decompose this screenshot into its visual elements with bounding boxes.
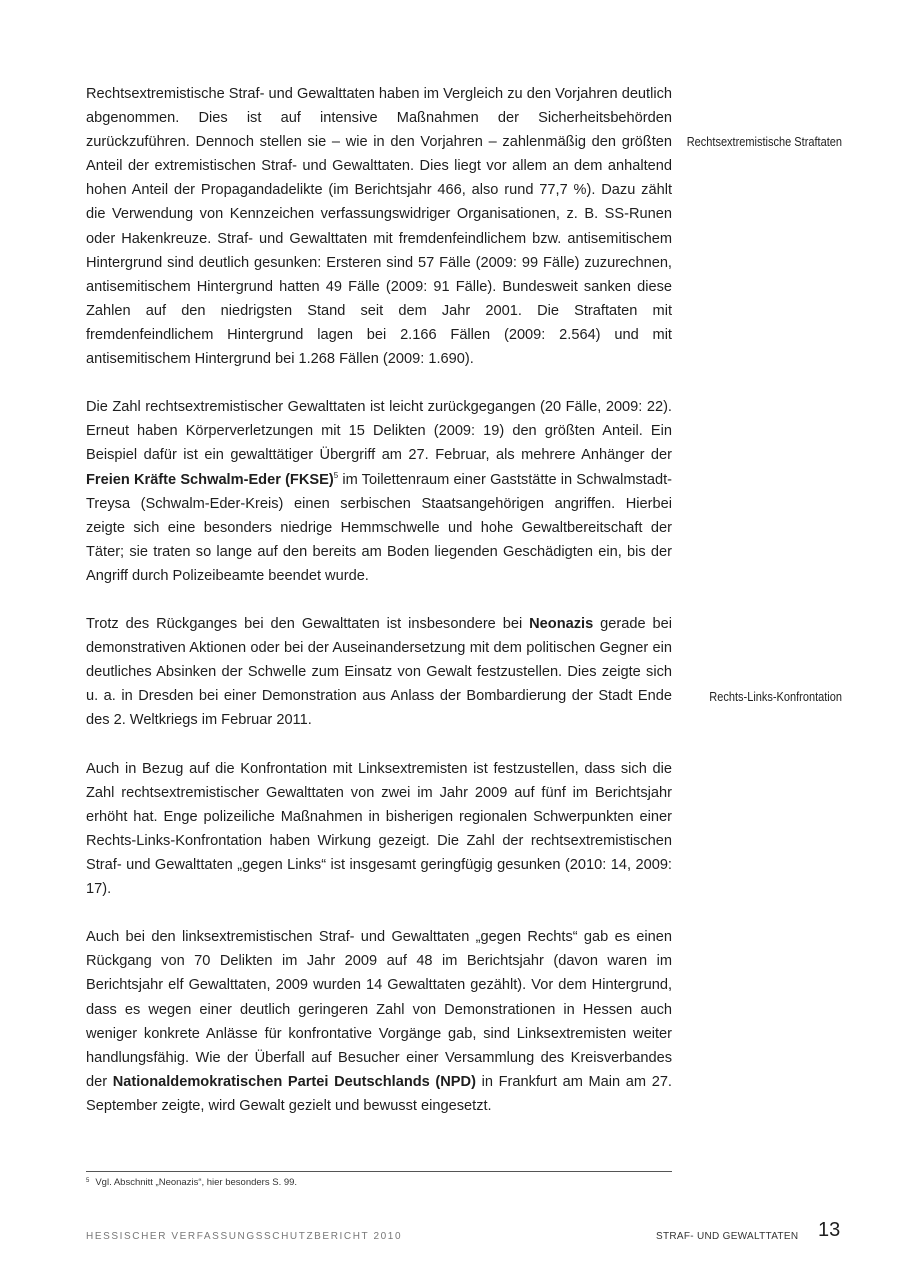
npd-bold: Nationaldemokratischen Partei Deutschlands (NPD) [112,1073,476,1090]
paragraph-2-text-a: Die Zahl rechtsextremistischer Gewalttaten ist leicht zurückgegangen (20 Fälle, 2009: 22). Erneut haben Körperverletzungen mit 15 Delikten (2009: 19) den größten Anteil. Ein Beispiel dafür ist ein gewalttätiger Übergriff am 27. Februar, als mehrere Anhänger der [86,399,672,464]
paragraph-2-text-b: im Toilettenraum einer Gaststätte in Schwalmstadt-Treysa (Schwalm-Eder-Kreis) einen serbischen Staatsangehörigen angriffen. Hierbei zeigte sich eine besonders niedrige Hemmschwelle und hohe Gewaltbereitschaft der Täter; sie traten so lange auf den bereits am Boden liegenden Geschädigten ein, bis der Angriff durch Polizeibeamte beendet wurde. [86,471,673,584]
paragraph-5-text-a: Auch bei den linksextremistischen Straf- und Gewalttaten „gegen Rechts“ gab es einen Rückgang von 70 Delikten im Jahr 2009 auf 48 im Berichtsjahr (davon waren im Berichtsjahr elf Gewalttaten, 2009 wurden 14 Gewalttaten gezählt). Vor dem Hintergrund, dass es wegen einer deutlich geringeren Zahl von Demonstrationen in Hessen auch weniger konkrete Anlässe für konfrontative Vorgänge gab, sind Linksextremisten weiter handlungsfähig. Wie der Überfall auf Besucher einer Versammlung des Kreisverbandes der [86,929,672,1090]
paragraph-5-text-b: in Frankfurt am Main am 27. September zeigte, wird Gewalt gezielt und bewusst eingesetzt. [86,1073,672,1114]
main-text-column [86,82,672,1142]
paragraph-3 [86,612,672,732]
fkse-bold: Freien Kräfte Schwalm-Eder (FKSE) [86,471,334,488]
margin-note-rechts-links-konfrontation: Rechts-Links-Konfrontation [709,690,842,704]
paragraph-4: Auch in Bezug auf die Konfrontation mit Linksextremisten ist festzustellen, dass sich die Zahl rechtsextremistischer Gewalttaten von zwei im Jahr 2009 auf fünf im Berichtsjahr erhöht hat. Enge polizeiliche Maßnahmen in bisherigen regionalen Schwerpunkten einer Rechts-Links-Konfrontation haben Wirkung gezeigt. Die Zahl der rechtsextremistischen Straf- und Gewalttaten „gegen Links“ ist insgesamt geringfügig gesunken (2010: 14, 2009: 17). [86,760,672,898]
footer-publication-title: HESSISCHER VERFASSUNGSSCHUTZBERICHT 2010 [86,1231,403,1242]
footnote [86,1175,672,1189]
footnote-ref-5: 5 [333,470,339,480]
footnote-number: 5 [86,1178,90,1184]
paragraph-5 [86,925,672,1118]
footer-section-title: STRAF- UND GEWALTTATEN [656,1231,799,1242]
paragraph-3-text-a: Trotz des Rückganges bei den Gewalttaten ist insbesondere bei [86,616,530,633]
margin-note-rechtsextremistische-straftaten: Rechtsextremistische Straftaten [686,135,842,149]
footnote-divider [86,1171,672,1172]
neonazis-bold: Neonazis [529,616,594,633]
paragraph-1: Rechtsextremistische Straf- und Gewalttaten haben im Vergleich zu den Vorjahren deutlich abgenommen. Dies ist auf intensive Maßnahmen der Sicherheitsbehörden zurückzuführen. Dennoch stellen sie – wie in den Vorjahren – zahlenmäßig den größten Anteil der extremistischen Straf- und Gewalttaten. Dies liegt vor allem an dem anhaltend hohen Anteil der Propagandadelikte (im Berichtsjahr 466, also rund 77,7 %). Dazu zählt die Verwendung von Kennzeichen verfassungswidriger Organisationen, z. B. SS-Runen oder Hakenkreuze. Straf- und Gewalttaten mit fremdenfeindlichem bzw. antisemitischem Hintergrund sind deutlich gesunken: Ersteren sind 57 Fälle (2009: 99 Fälle) zuzurechnen, antisemitischem Hintergrund hatten 49 Fälle (2009: 91 Fälle). Bundesweit sanken diese Zahlen auf den niedrigsten Stand seit dem Jahr 2001. Die Straftaten mit fremdenfeindlichem Hintergrund lagen bei 2.166 Fällen (2009: 2.564) und mit antisemitischem Hintergrund bei 1.268 Fällen (2009: 1.690). [86,86,672,368]
paragraph-2 [86,395,672,588]
paragraph-3-text-b: gerade bei demonstrativen Aktionen oder bei der Auseinandersetzung mit dem politischen Gegner ein deutliches Absinken der Schwelle zum Einsatz von Gewalt festzustellen. Dies zeigte sich u. a. in Dresden bei einer Demonstration aus Anlass der Bombardierung der Stadt Ende des 2. Weltkriegs im Februar 2011. [86,616,672,729]
footnote-text: Vgl. Abschnitt „Neonazis“, hier besonders S. 99. [95,1177,298,1188]
page-number: 13 [818,1219,841,1241]
